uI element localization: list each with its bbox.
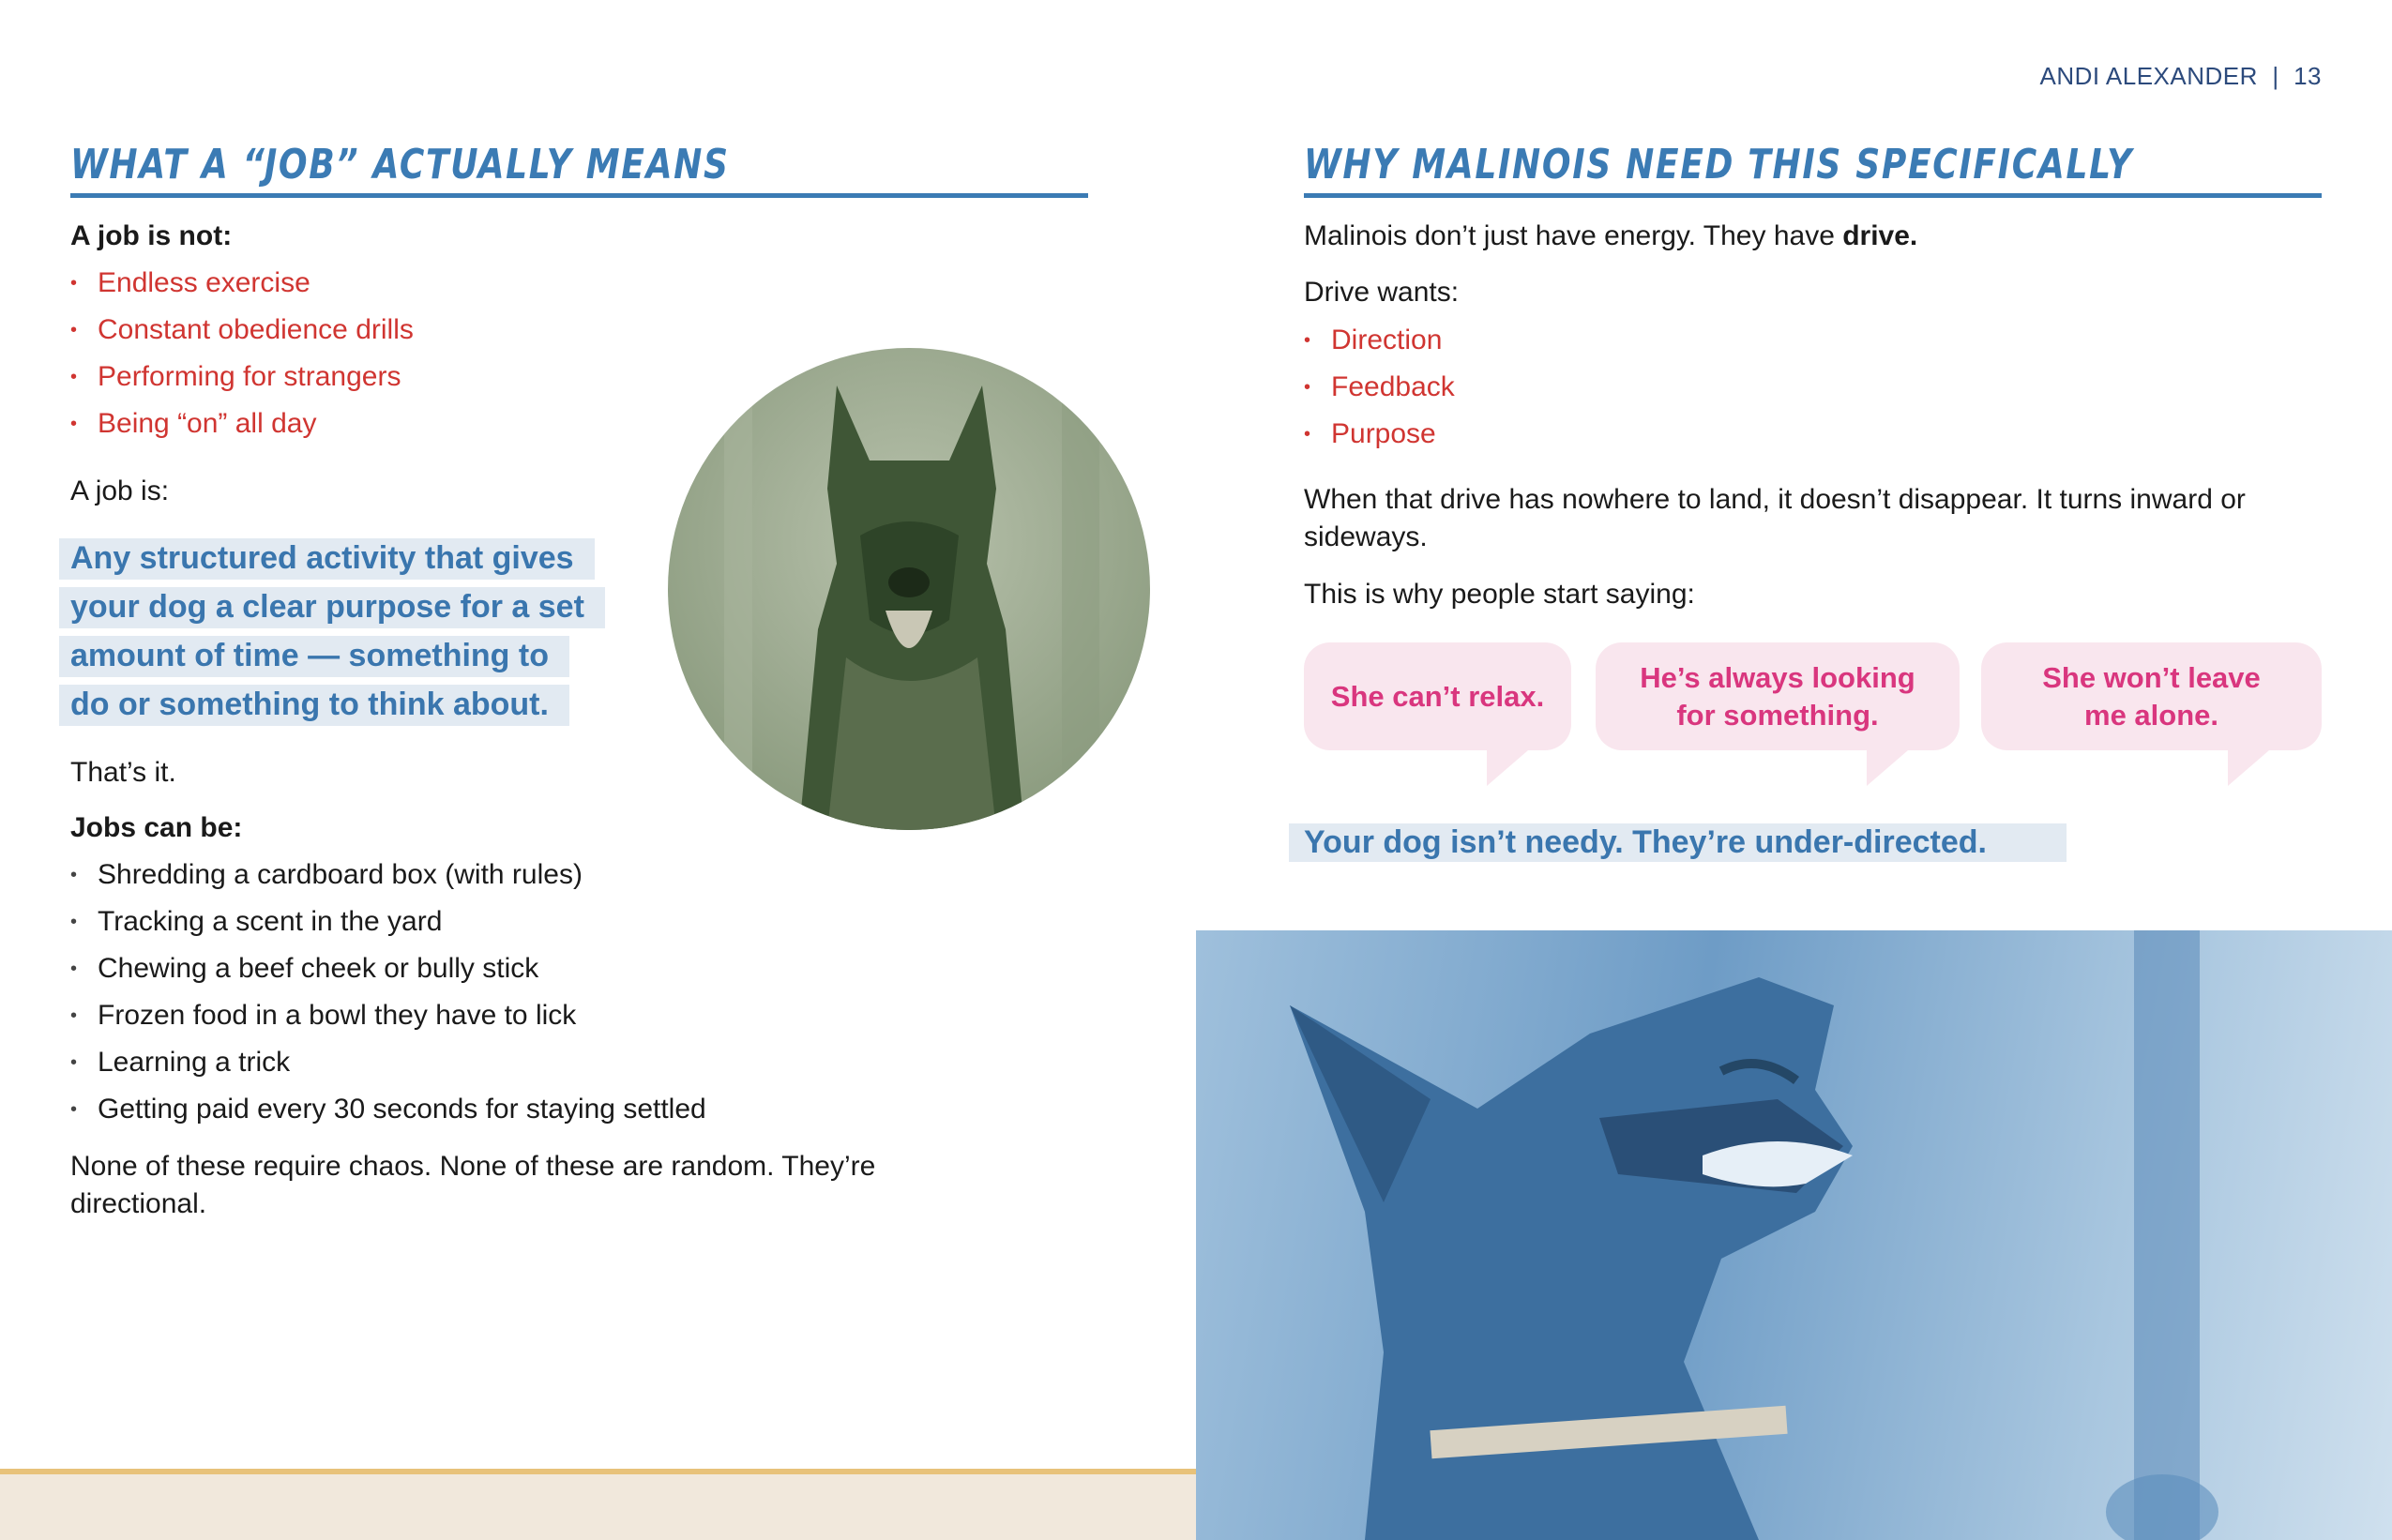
quote-text: She won’t leave me alone.: [2042, 660, 2261, 732]
list-item: • Tracking a scent in the yard: [70, 903, 706, 941]
closing-text: None of these require chaos. None of these are random. They’re directional.: [70, 1151, 876, 1219]
quote-text: She can’t relax.: [1330, 679, 1545, 713]
list-item: • Direction: [1304, 322, 1455, 359]
list-item: • Frozen food in a bowl they have to lick: [70, 997, 706, 1034]
list-item: • Shredding a cardboard box (with rules): [70, 856, 706, 894]
quote-text: He’s always looking for something.: [1640, 660, 1915, 732]
malinois-looking-up-photo: [1196, 930, 2392, 1540]
right-heading-rule: [1304, 193, 2322, 198]
not-label: A job is not:: [70, 220, 233, 251]
definition-line: do or something to think about.: [59, 685, 569, 726]
definition-line: amount of time — something to: [59, 636, 569, 677]
quote-bubble: [1596, 642, 1960, 750]
intro-plain: Malinois don’t just have energy. They have: [1304, 220, 1843, 251]
list-item: • Being “on” all day: [70, 405, 414, 443]
page-number: 13: [2294, 62, 2322, 90]
quote-bubble: [1304, 642, 1571, 750]
running-header: [2040, 62, 2323, 91]
footer-band: [0, 1474, 1196, 1540]
list-item: • Feedback: [1304, 369, 1455, 406]
can-be-label: Jobs can be:: [70, 812, 243, 843]
bubble-tail: [1867, 750, 1908, 786]
bubble-tail: [1487, 750, 1528, 786]
wants-label: Drive wants:: [1304, 277, 1460, 308]
definition-line: Any structured activity that gives: [59, 538, 595, 580]
dog-profile-silhouette-icon: [1196, 930, 2392, 1540]
dog-silhouette-icon: [668, 348, 1150, 830]
malinois-portrait-photo: [668, 348, 1150, 830]
right-heading: WHY MALINOIS NEED THIS SPECIFICALLY: [1304, 141, 2133, 189]
quote-bubble: [1981, 642, 2322, 750]
definition-highlight: [59, 534, 605, 729]
left-heading-rule: [70, 193, 1088, 198]
list-item: • Getting paid every 30 seconds for staying settled: [70, 1091, 706, 1128]
left-heading: WHAT A “JOB” ACTUALLY MEANS: [70, 141, 730, 189]
list-item: • Endless exercise: [70, 264, 414, 302]
list-item: • Learning a trick: [70, 1044, 706, 1081]
can-be-list: [70, 856, 706, 1128]
bubble-tail: [2228, 750, 2269, 786]
thats-it: That’s it.: [70, 757, 176, 788]
saying-label: This is why people start saying:: [1304, 579, 1695, 610]
is-label: A job is:: [70, 476, 170, 506]
drive-paragraph: When that drive has nowhere to land, it doesn’t disappear. It turns inward or sideways.: [1304, 484, 2246, 552]
list-item: • Purpose: [1304, 415, 1455, 453]
list-item: • Chewing a beef cheek or bully stick: [70, 950, 706, 988]
takeaway-text: Your dog isn’t needy. They’re under-directed.: [1304, 824, 1987, 860]
intro-bold: drive.: [1842, 220, 1918, 251]
list-item: • Constant obedience drills: [70, 311, 414, 349]
separator: |: [2272, 62, 2279, 90]
wants-list: [1304, 322, 1455, 453]
list-item: • Performing for strangers: [70, 358, 414, 396]
author-name: ANDI ALEXANDER: [2039, 62, 2258, 90]
intro-text: [1304, 218, 1917, 255]
not-list: [70, 264, 414, 443]
definition-line: your dog a clear purpose for a set: [59, 587, 605, 628]
